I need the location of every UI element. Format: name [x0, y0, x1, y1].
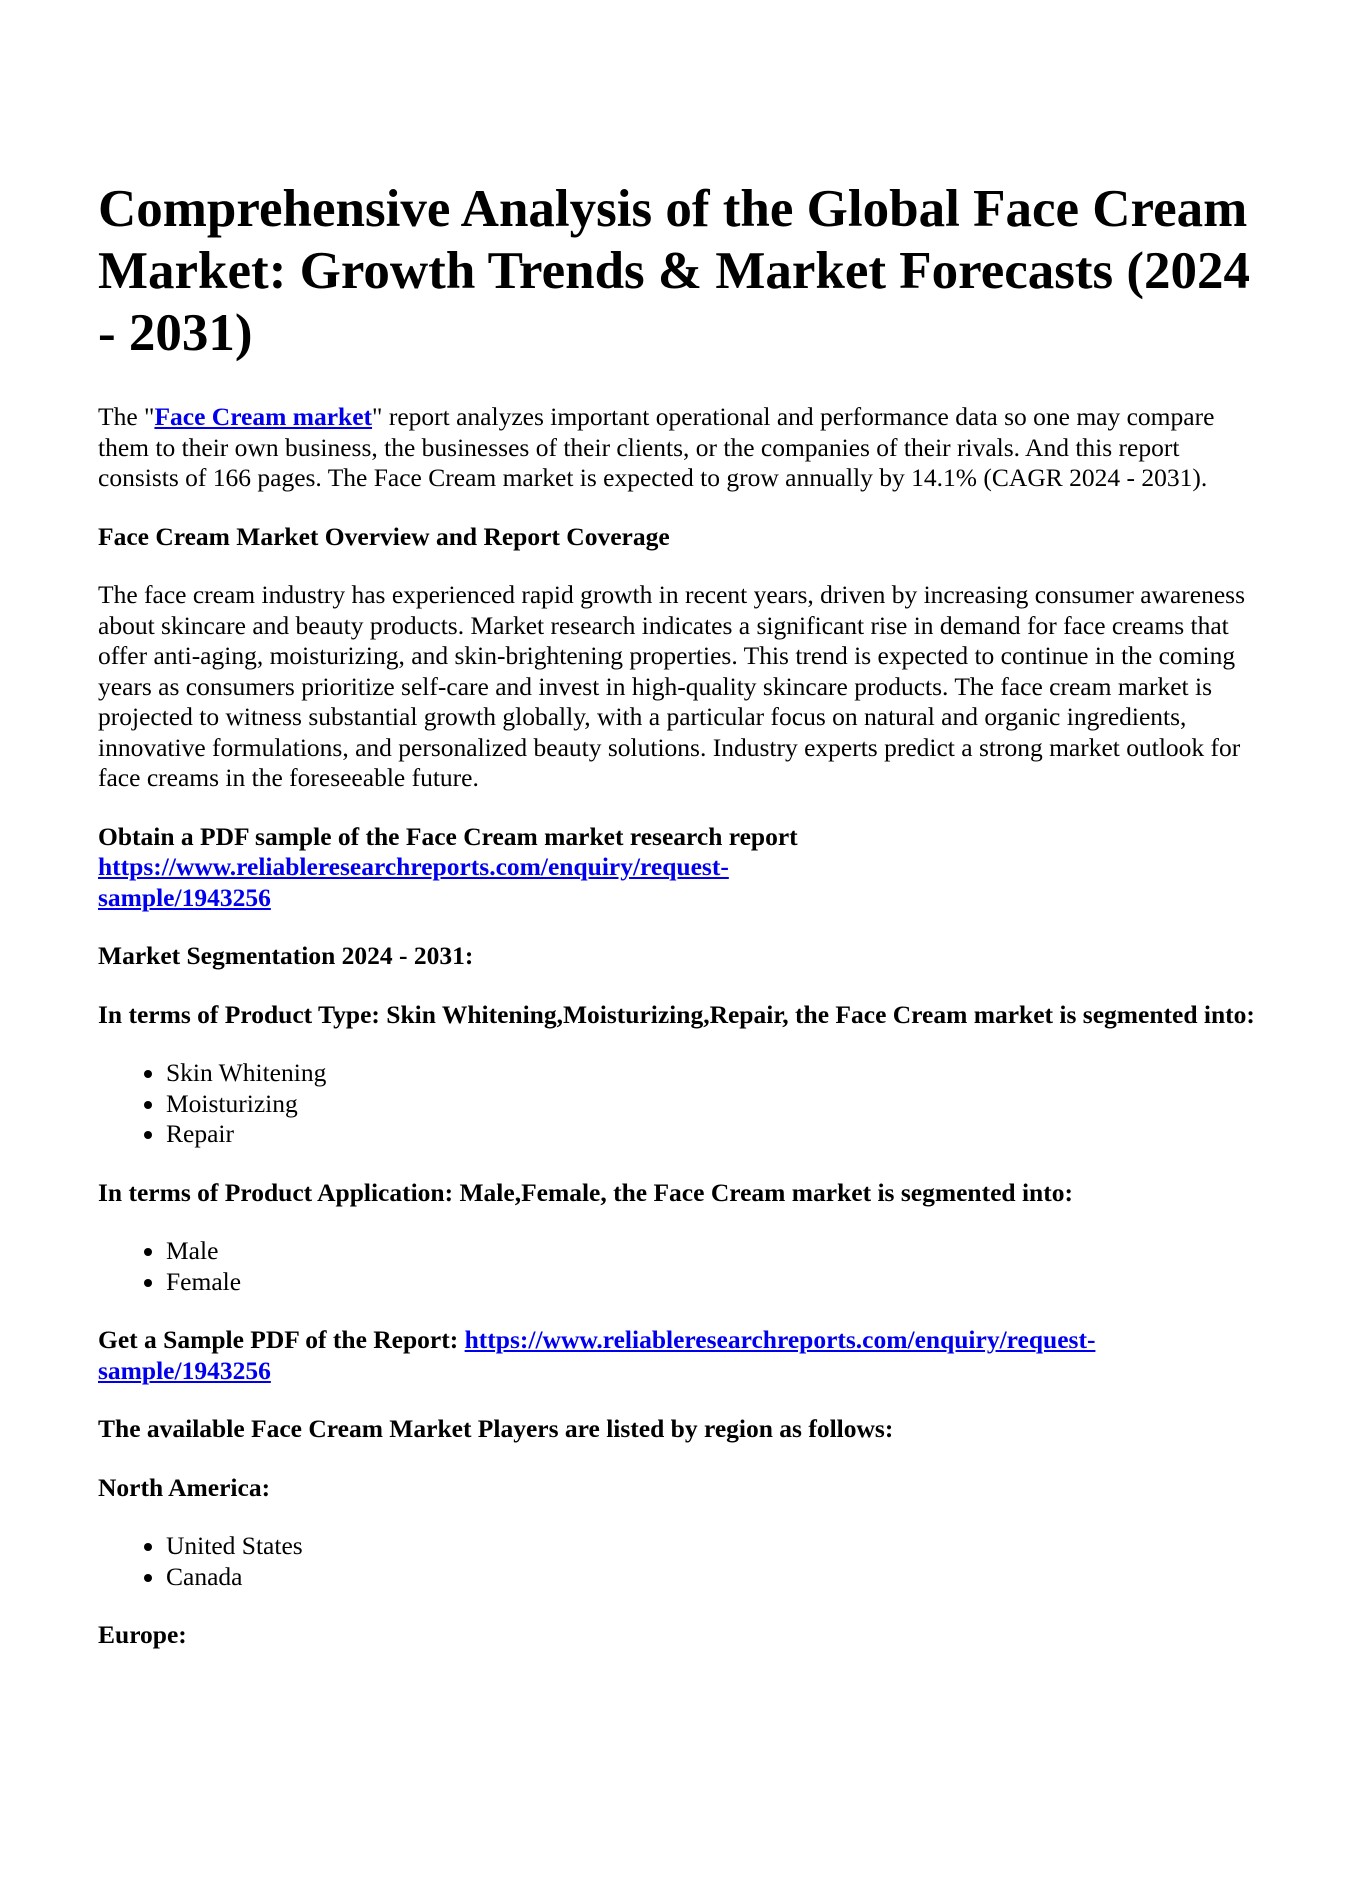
product-application-heading: In terms of Product Application: Male,Female, the Face Cream market is segmented into:	[98, 1177, 1073, 1207]
north-america-list	[98, 1531, 1258, 1592]
overview-paragraph: The face cream industry has experienced rapid growth in recent years, driven by increasing consumer awareness about skincare and beauty products. Market research indicates a significant rise in demand for face creams that offer anti-aging, moisturizing, and skin-brightening properties. This trend is expected to continue in the coming years as consumers prioritize self-care and invest in high-quality skincare products. The face cream market is projected to witness substantial growth globally, with a particular focus on natural and organic ingredients, innovative formulations, and personalized beauty solutions. Industry experts predict a strong market outlook for face creams in the foreseeable future.	[98, 580, 1246, 792]
intro-paragraph	[98, 402, 1258, 494]
intro-suffix: " report analyzes important operational and performance data so one may compare them to their own business, the businesses of their clients, or the companies of their rivals. And this report consists of 166 pages. The Face Cream market is expected to grow annually by 14.1% (CAGR 2024 - 2031).	[98, 402, 1215, 492]
sample-report-link[interactable]: https://www.reliableresearchreports.com/enquiry/request-sample/1943256	[98, 1325, 1096, 1385]
north-america-heading: North America:	[98, 1472, 271, 1502]
list-item: • Male	[166, 1236, 1258, 1267]
overview-heading: Face Cream Market Overview and Report Coverage	[98, 521, 670, 551]
intro-prefix: The "	[98, 402, 155, 431]
face-cream-market-link[interactable]: Face Cream market	[154, 402, 373, 431]
players-heading: The available Face Cream Market Players are listed by region as follows:	[98, 1414, 894, 1443]
list-item: • Female	[166, 1267, 1258, 1298]
list-item: • United States	[166, 1531, 1258, 1562]
segmentation-heading: Market Segmentation 2024 - 2031:	[98, 941, 474, 970]
page-title: Comprehensive Analysis of the Global Face Cream Market: Growth Trends & Market Forecasts (2024 - 2031)	[98, 180, 1251, 362]
list-item: • Repair	[166, 1119, 1258, 1150]
list-item: • Skin Whitening	[166, 1058, 1258, 1089]
document-page	[98, 178, 1258, 1679]
pdf-sample-text: Obtain a PDF sample of the Face Cream market research report	[98, 821, 798, 851]
product-type-heading: In terms of Product Type: Skin Whitening,Moisturizing,Repair, the Face Cream market is segmented into:	[98, 999, 1255, 1029]
pdf-sample-paragraph	[98, 822, 878, 914]
pdf-sample-link[interactable]: https://www.reliableresearchreports.com/enquiry/request-sample/1943256	[98, 852, 729, 912]
product-type-list	[98, 1058, 1258, 1150]
list-item: • Moisturizing	[166, 1089, 1258, 1120]
list-item: • Canada	[166, 1562, 1258, 1593]
sample-report-text: Get a Sample PDF of the Report:	[98, 1325, 465, 1354]
sample-report-paragraph	[98, 1325, 1208, 1386]
product-application-list	[98, 1236, 1258, 1297]
europe-heading: Europe:	[98, 1620, 187, 1649]
